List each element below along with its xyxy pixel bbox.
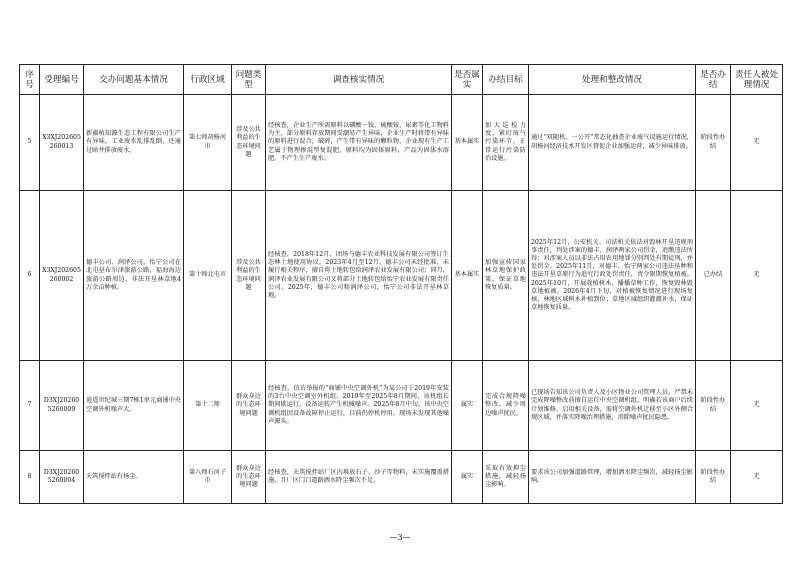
cell-closed: 已办结 [696, 191, 731, 361]
cell-no: 6 [20, 191, 40, 361]
cell-problem: 逍遥世纪城三期7栋1单元商铺中央空调外机噪声大。 [84, 361, 184, 451]
page-number: —3— [389, 533, 411, 542]
cell-verified: 属实 [452, 451, 483, 504]
cell-type: 群众身边的生态环境问题 [232, 451, 266, 504]
cell-closed: 阶段性办结 [696, 451, 731, 504]
header-accountability: 责任人被处理情况 [731, 65, 783, 95]
cell-id: X3XJ202605260002 [40, 191, 84, 361]
table-row [20, 361, 783, 451]
cell-type: 涉及公共利益的生态环境问题 [232, 95, 266, 191]
cell-goal: 加大巡检力度，紧盯废气污染环节，正常运行污染防治设施。 [483, 95, 529, 191]
cell-type: 涉及公共利益的生态环境问题 [232, 191, 266, 361]
cell-verified: 基本属实 [452, 191, 483, 361]
cell-no: 5 [20, 95, 40, 191]
cell-problem: 德丰公司、润泽公司，怡宁公司在北屯垦布尔津旅游公路，福海海边旅游公路周边，非法开垦林草地4万余亩种植。 [84, 191, 184, 361]
cell-accountability: 无 [731, 191, 783, 361]
header-investigation: 调查核实情况 [266, 65, 452, 95]
cell-closed: 阶段性办结 [696, 361, 731, 451]
cell-id: D3XJ202605260004 [40, 451, 84, 504]
cell-investigation: 经核查，2018年12月，团场与德丰农业科技发展有限公司签订生态林土地使用协议，2023年4月至12月，德丰公司未经批准、未履行相关程序，擅自将土地转包给润泽农业发展有限公司；同月，润泽农业发展有限公司又将部分土地转包给怡宁农业发展有限责任公司。2025年，德丰公司和润泽公司，怡宁公司非法开垦林草地。 [266, 191, 452, 361]
table-row [20, 451, 783, 504]
cell-accountability: 无 [731, 451, 783, 504]
cell-no: 7 [20, 361, 40, 451]
cell-investigation: 经核查，企业生产所需原料以磷酸一铵、硫酸铵、尿素等化工物料为主，部分原料存放期间受潮易产生异味，企业生产时将带有异味的原料进行混合，破碎，产生带有异味的颗粒物，企业现有生产工艺属于物理掺混型复混肥，原料均为固体原料，产品为固体水溶肥，不产生生产废水。 [266, 95, 452, 191]
table-header-row [20, 65, 783, 95]
header-region: 行政区域 [184, 65, 232, 95]
cell-region: 第十师北屯市 [184, 191, 232, 361]
header-no: 序号 [20, 65, 40, 95]
cell-handling: 已现场告知该公司负责人及小区物业公司管理人员，严禁未完成降噪整改前擅自运行中央空调机组，明确若该商户后续计划维修、启用相关设备，需将空调外机迁移至小区外侧合规区域，并落实降噪治理措施，消除噪声扰民隐患。 [529, 361, 696, 451]
table-row [20, 95, 783, 191]
case-table [19, 64, 783, 504]
header-goal: 办结目标 [483, 65, 529, 95]
cell-verified: 属实 [452, 361, 483, 451]
cell-region: 第七师胡杨河市 [184, 95, 232, 191]
cell-handling: 要求该公司加强道路管理，增加洒水降尘频次，减轻扬尘影响。 [529, 451, 696, 504]
table-row [20, 191, 783, 361]
cell-problem: 天筑搅拌站有扬尘。 [84, 451, 184, 504]
cell-goal: 加强宣传国家林草地保护政策，保证草地恢复质量。 [483, 191, 529, 361]
cell-goal: 采取有效抑尘措施，减轻扬尘影响。 [483, 451, 529, 504]
header-closed: 是否办结 [696, 65, 731, 95]
header-type: 问题类型 [232, 65, 266, 95]
cell-investigation: 经核查，天筑搅拌站厂区内堆放石子、沙子等物料，未实施覆盖措施，且厂区门口道路洒水降尘频次不足。 [266, 451, 452, 504]
header-handling: 处理和整改情况 [529, 65, 696, 95]
cell-investigation: 经核查，信访举报的“商铺中央空调外机”为某公司于2019年安装的3台中央空调室外机组。2019年至2025年8月期间，该机组长期间歇运行，设备运转产生机械噪声。2025年8月中旬，该中央空调机组因设备故障停止运行，目前仍停机停用，现场未发现其他噪声源头。 [266, 361, 452, 451]
cell-handling: 2025年12月，公安机关、司法机关依法对毁林开垦违规刑事责任，判处涉案的德丰、润泽两家公司罚金，追缴违法所得；对涉案人员以非法占用农用地罪分别判处有期徒刑，并处罚金。2025年11月，对德丰、怡宁两家公司违法垦种和违法开垦草原行为追究行政处罚责任，责令限期恢复植被。2025年10月，开展栽植树木、播播草种工作，恢复毁林毁草地植被。2026年4月下旬，对植被恢复情况进行现场复核，林地区域树木补植到位；草地区域组织灌溉补水，保证草地恢复质量。 [529, 191, 696, 361]
cell-handling: 通过“双随机、一公开”常态化抽查企业废气设施运行情况，胡杨河经济技术开发区督促企业加强运营，减少异味排放。 [529, 95, 696, 191]
cell-region: 第八师石河子市 [184, 451, 232, 504]
cell-region: 第十二师 [184, 361, 232, 451]
cell-no: 8 [20, 451, 40, 504]
cell-id: X3XJ202605260013 [40, 95, 84, 191]
cell-closed: 阶段性办结 [696, 95, 731, 191]
cell-goal: 完成合规降噪整改，减少周边噪声扰民。 [483, 361, 529, 451]
cell-accountability: 无 [731, 361, 783, 451]
cell-type: 群众身边的生态环境问题 [232, 361, 266, 451]
header-id: 受理编号 [40, 65, 84, 95]
header-verified: 是否属实 [452, 65, 483, 95]
cell-problem: 新疆植知源生态工程有限公司生产有异味，工业废水乱排乱倒，还通过暗井排放废水。 [84, 95, 184, 191]
header-problem: 交办问题基本情况 [84, 65, 184, 95]
cell-verified: 基本属实 [452, 95, 483, 191]
cell-accountability: 无 [731, 95, 783, 191]
cell-id: D3XJ202605260009 [40, 361, 84, 451]
